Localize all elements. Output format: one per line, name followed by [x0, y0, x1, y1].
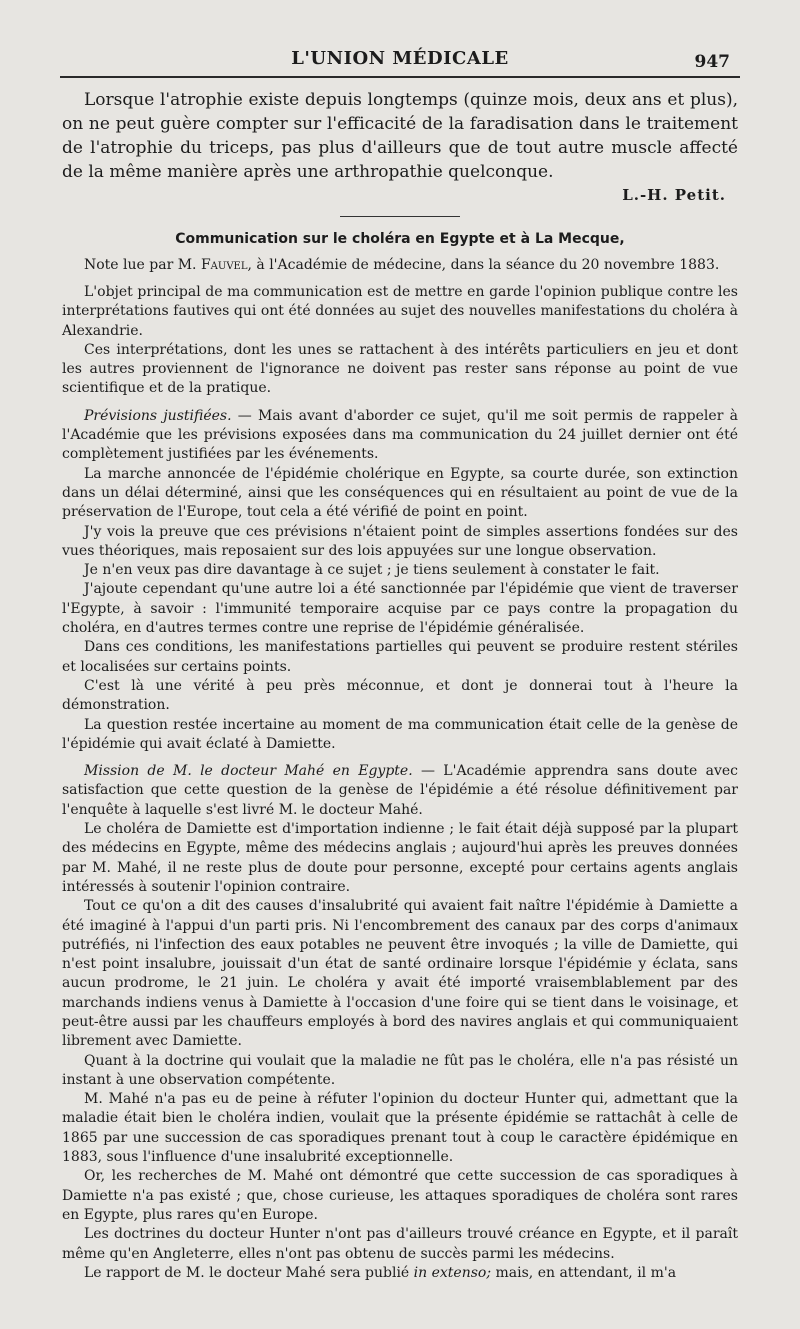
paragraph-16: Or, les recherches de M. Mahé ont démontré que cette succession de cas sporadiques à Damiette n'a pas existé ; que, chose curieuse, les attaques sporadiques de choléra sont rares en Egypte, plus rares qu'en Europe.	[62, 1168, 738, 1223]
paragraph-14: Quant à la doctrine qui voulait que la maladie ne fût pas le choléra, elle n'a pas résisté un instant à une observation compétente.	[62, 1052, 738, 1088]
running-title: L'UNION MÉDICALE	[291, 48, 509, 69]
paragraph-2: Ces interprétations, dont les unes se rattachent à des intérêts particuliers en jeu et dont les autres proviennent de l'ignorance ne doivent pas rester sans réponse au point de vue scientifique et de la pratique.	[62, 341, 738, 397]
article-title: Communication sur le choléra en Egypte et à La Mecque,	[175, 231, 625, 247]
paragraph-12: Le choléra de Damiette est d'importation indienne ; le fait était déjà supposé par la plupart des médecins en Egypte, même des médecins anglais ; aujourd'hui après les preuves données par M. Mahé, il ne reste plus de doute pour personne, excepté pour certains agents anglais intéressés à soutenir l'opinion contraire.	[62, 821, 738, 895]
paragraph-1: L'objet principal de ma communication est de mettre en garde l'opinion publique contre les interprétations fautives qui ont été données au sujet des nouvelles manifestations du choléra à Alexandrie.	[62, 284, 738, 339]
paragraph-18-suffix: mais, en attendant, il m'a	[491, 1264, 677, 1281]
paragraph-3-heading: Prévisions justifiées.	[84, 407, 232, 424]
paragraph-18	[62, 1264, 738, 1283]
header-rule	[60, 76, 740, 78]
paragraph-13: Tout ce qu'on a dit des causes d'insalubrité qui avaient fait naître l'épidémie à Damiette a été imaginé à l'appui d'un parti pris. Ni l'encombrement des canaux par des corps d'animaux putréfiés, ni l'infection des eaux potables ne peuvent être invoqués ; la ville de Damiette, qui n'est point insalubre, jouissait d'un état de santé ordinaire lorsque l'épidémie y éclata, sans aucun prodrome, le 21 juin. Le choléra y avait été importé vraisemblablement par des marchands indiens venus à Damiette à l'occasion d'une foire qui se tient dans le voisinage, et peut-être aussi par les chauffeurs employés à bord des navires anglais et qui communiquaient librement avec Damiette.	[62, 898, 738, 1050]
paragraph-3-text: — Mais avant d'aborder ce sujet, qu'il me soit permis de rappeler à l'Académie que les prévisions exposées dans ma communication du 24 juillet dernier ont été complètement justifiées par les événements.	[62, 407, 738, 463]
paragraph-11-heading: Mission de M. le docteur Mahé en Egypte.	[84, 763, 413, 780]
paragraph-15: M. Mahé n'a pas eu de peine à réfuter l'opinion du docteur Hunter qui, admettant que la maladie était bien le choléra indien, voulait que la présente épidémie se rattachât à celle de 1865 par une succession de cas sporadiques prenant tout à coup le caractère épidémique en 1883, sous l'influence d'une insalubrité exceptionnelle.	[62, 1091, 738, 1166]
paragraph-10: La question restée incertaine au moment de ma communication était celle de la genèse de l'épidémie qui avait éclaté à Damiette.	[62, 716, 738, 752]
note-prefix: Note lue par M.	[84, 257, 197, 273]
paragraph-18-prefix: Le rapport de M. le docteur Mahé sera publié	[84, 1264, 414, 1281]
article-note	[62, 255, 738, 275]
paragraph-9: C'est là une vérité à peu près méconnue, et dont je donnerai tout à l'heure la démonstration.	[62, 677, 738, 714]
paragraph-6: Je n'en veux pas dire davantage à ce sujet ; je tiens seulement à constater le fait.	[84, 562, 660, 579]
paragraph-18-italic: in extenso;	[413, 1264, 492, 1281]
section-separator	[340, 216, 460, 217]
paragraph-7: J'ajoute cependant qu'une autre loi a été sanctionnée par l'épidémie que vient de traverser l'Egypte, à savoir : l'immunité temporaire acquise par ce pays contre la propagation du choléra, en d'autres termes contre une reprise de l'épidémie généralisée.	[62, 581, 738, 637]
page-body	[62, 88, 738, 1283]
paragraph-11	[62, 762, 738, 820]
paragraph-17: Les doctrines du docteur Hunter n'ont pas d'ailleurs trouvé créance en Egypte, et il paraît même qu'en Angleterre, elles n'ont pas obtenu de succès parmi les médecins.	[62, 1226, 738, 1262]
paragraph-3	[62, 407, 738, 465]
page-number: 947	[694, 52, 730, 72]
paragraph-4: La marche annoncée de l'épidémie cholérique en Egypte, sa courte durée, son extinction dans un délai déterminé, ainsi que les conséquences qui en résultaient au point de vue de la préservation de l'Europe, tout cela a été vérifié de point en point.	[62, 465, 738, 521]
note-author: Fauvel	[200, 257, 248, 273]
paragraph-8: Dans ces conditions, les manifestations partielles qui peuvent se produire restent stériles et localisées sur certains points.	[62, 639, 738, 675]
paragraph-11-text: — L'Académie apprendra sans doute avec satisfaction que cette question de la genèse de l'épidémie a été résolue définitivement par l'enquête à laquelle s'est livré M. le docteur Mahé.	[62, 763, 738, 818]
paragraph-5: J'y vois la preuve que ces prévisions n'étaient point de simples assertions fondées sur des vues théoriques, mais reposaient sur des lois appuyées sur une longue observation.	[62, 523, 738, 559]
signature: L.-H. Petit.	[622, 186, 726, 204]
note-suffix: , à l'Académie de médecine, dans la séance du 20 novembre 1883.	[247, 257, 720, 273]
lead-paragraph: Lorsque l'atrophie existe depuis longtemps (quinze mois, deux ans et plus), on ne peut guère compter sur l'efficacité de la faradisation dans le traitement de l'atrophie du triceps, pas plus d'ailleurs que de tout autre muscle affecté de la même manière après une arthropathie quelconque.	[62, 90, 738, 182]
page-header	[60, 42, 740, 82]
